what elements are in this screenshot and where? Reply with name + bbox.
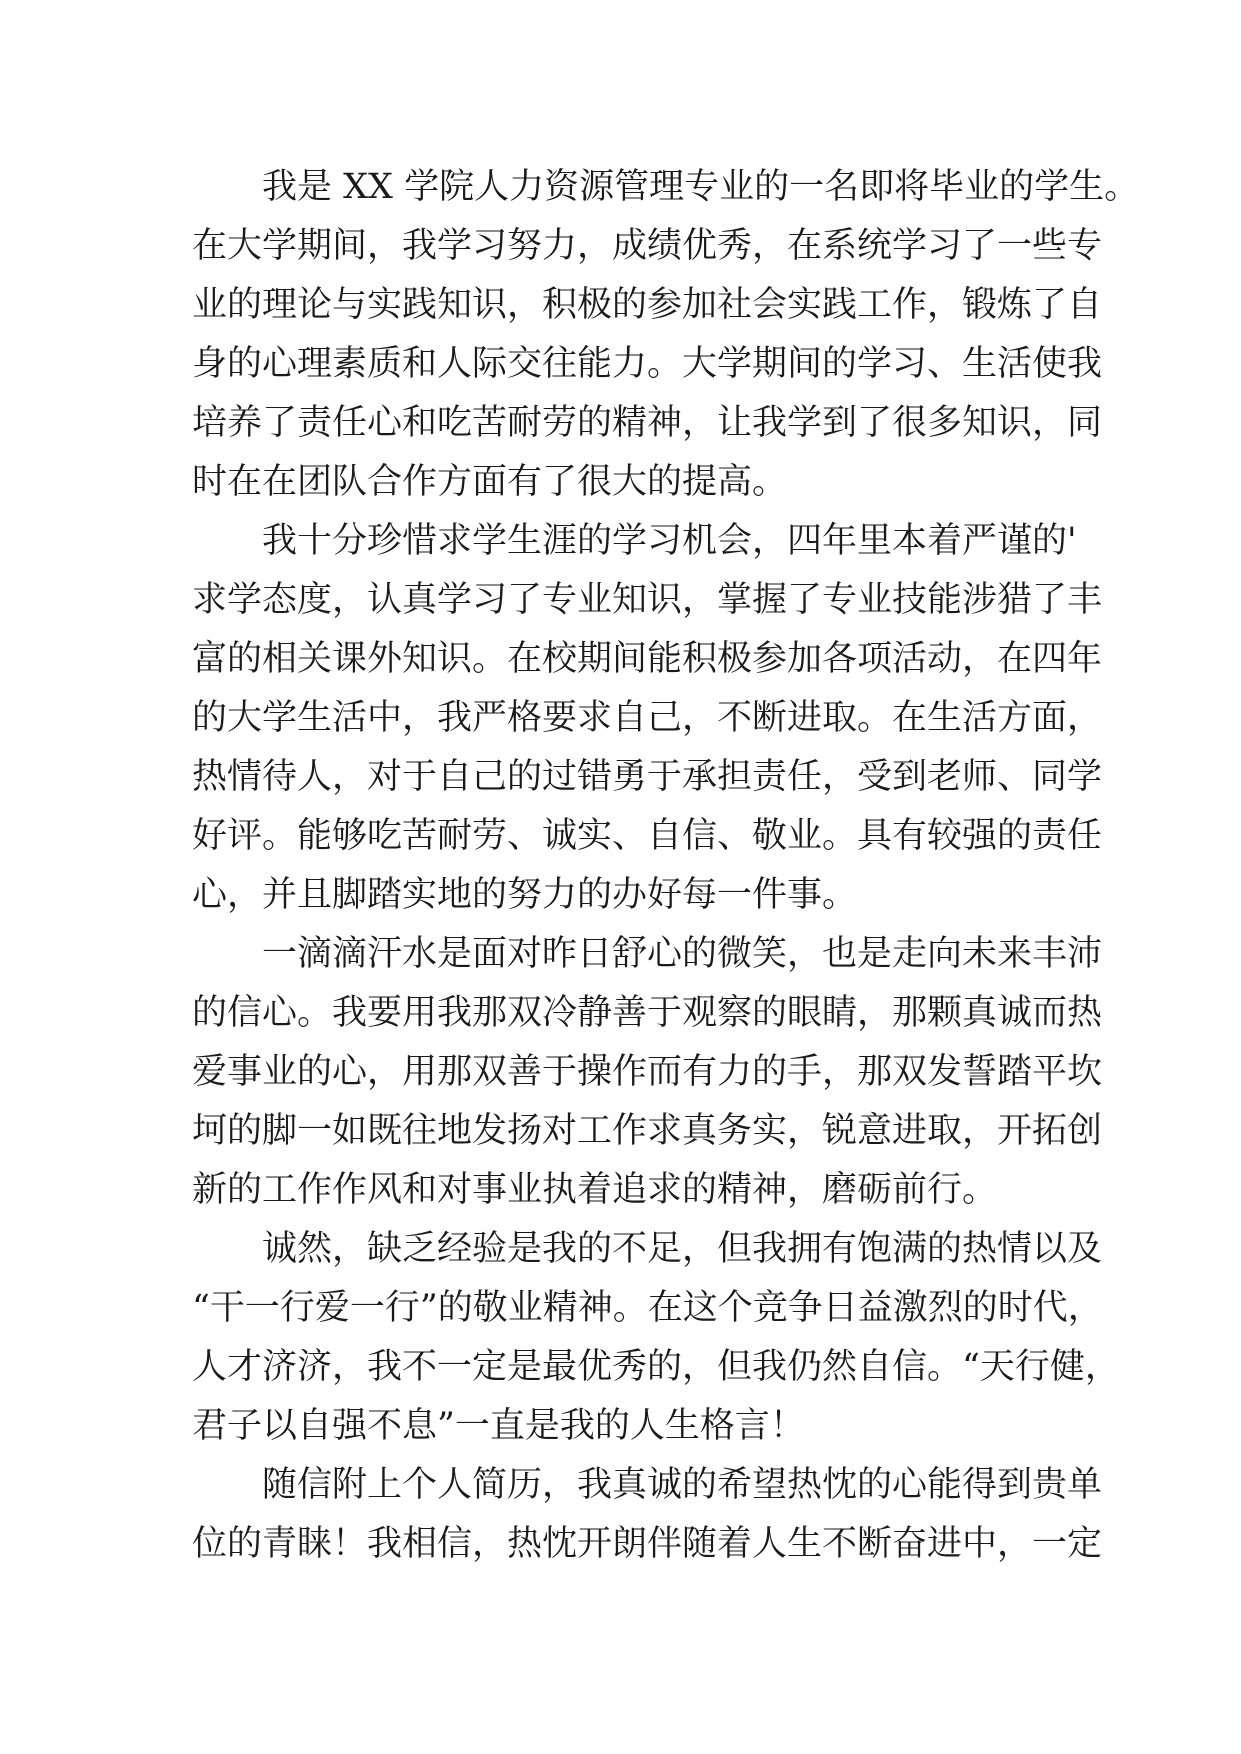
paragraph-4 xyxy=(192,1220,1120,1456)
text-line: “干一行爱一行”的敬业精神。在这个竞争日益激烈的时代， xyxy=(192,1288,1103,1328)
text-line: 随信附上个人简历，我真诚的希望热忱的心能得到贵单 xyxy=(262,1465,1103,1505)
text-line: 心，并且脚踏实地的努力的办好每一件事。 xyxy=(192,875,858,915)
text-line: 一滴滴汗水是面对昨日舒心的微笑，也是走向未来丰沛 xyxy=(262,934,1103,974)
text-line: 富的相关课外知识。在校期间能积极参加各项活动，在四年 xyxy=(192,639,1103,679)
text-line: 培养了责任心和吃苦耐劳的精神，让我学到了很多知识，同 xyxy=(192,403,1103,443)
text-line: 的信心。我要用我那双冷静善于观察的眼睛，那颗真诚而热 xyxy=(192,993,1103,1033)
text-line: 君子以自强不息”一直是我的人生格言！ xyxy=(192,1406,805,1446)
paragraph-3 xyxy=(192,925,1103,1220)
text-line: 新的工作作风和对事业执着追求的精神，磨砺前行。 xyxy=(192,1170,998,1210)
text-line: 诚然，缺乏经验是我的不足，但我拥有饱满的热情以及 xyxy=(262,1229,1103,1269)
text-line: 热情待人，对于自己的过错勇于承担责任，受到老师、同学 xyxy=(192,757,1103,797)
text-line: 时在在团队合作方面有了很大的提高。 xyxy=(192,462,788,502)
text-line: 我十分珍惜求学生涯的学习机会，四年里本着严谨的' xyxy=(262,521,1077,561)
text-line: 业的理论与实践知识，积极的参加社会实践工作，锻炼了自 xyxy=(192,285,1103,325)
text-line: 身的心理素质和人际交往能力。大学期间的学习、生活使我 xyxy=(192,344,1103,384)
document-body xyxy=(192,158,1140,1574)
text-line: 爱事业的心，用那双善于操作而有力的手，那双发誓踏平坎 xyxy=(192,1052,1103,1092)
text-line: 坷的脚一如既往地发扬对工作求真务实，锐意进取，开拓创 xyxy=(192,1111,1103,1151)
text-line: 的大学生活中，我严格要求自己，不断进取。在生活方面， xyxy=(192,698,1103,738)
paragraph-5 xyxy=(192,1456,1103,1574)
paragraph-2 xyxy=(192,512,1103,925)
text-line: 人才济济，我不一定是最优秀的，但我仍然自信。“天行健， xyxy=(192,1347,1120,1387)
paragraph-1 xyxy=(192,158,1140,512)
text-line: 求学态度，认真学习了专业知识，掌握了专业技能涉猎了丰 xyxy=(192,580,1103,620)
text-line: 在大学期间，我学习努力，成绩优秀，在系统学习了一些专 xyxy=(192,226,1103,266)
text-line: 位的青睐！我相信，热忱开朗伴随着人生不断奋进中，一定 xyxy=(192,1524,1103,1564)
text-line: 好评。能够吃苦耐劳、诚实、自信、敬业。具有较强的责任 xyxy=(192,816,1103,856)
text-line: 我是 XX 学院人力资源管理专业的一名即将毕业的学生。 xyxy=(262,167,1140,207)
